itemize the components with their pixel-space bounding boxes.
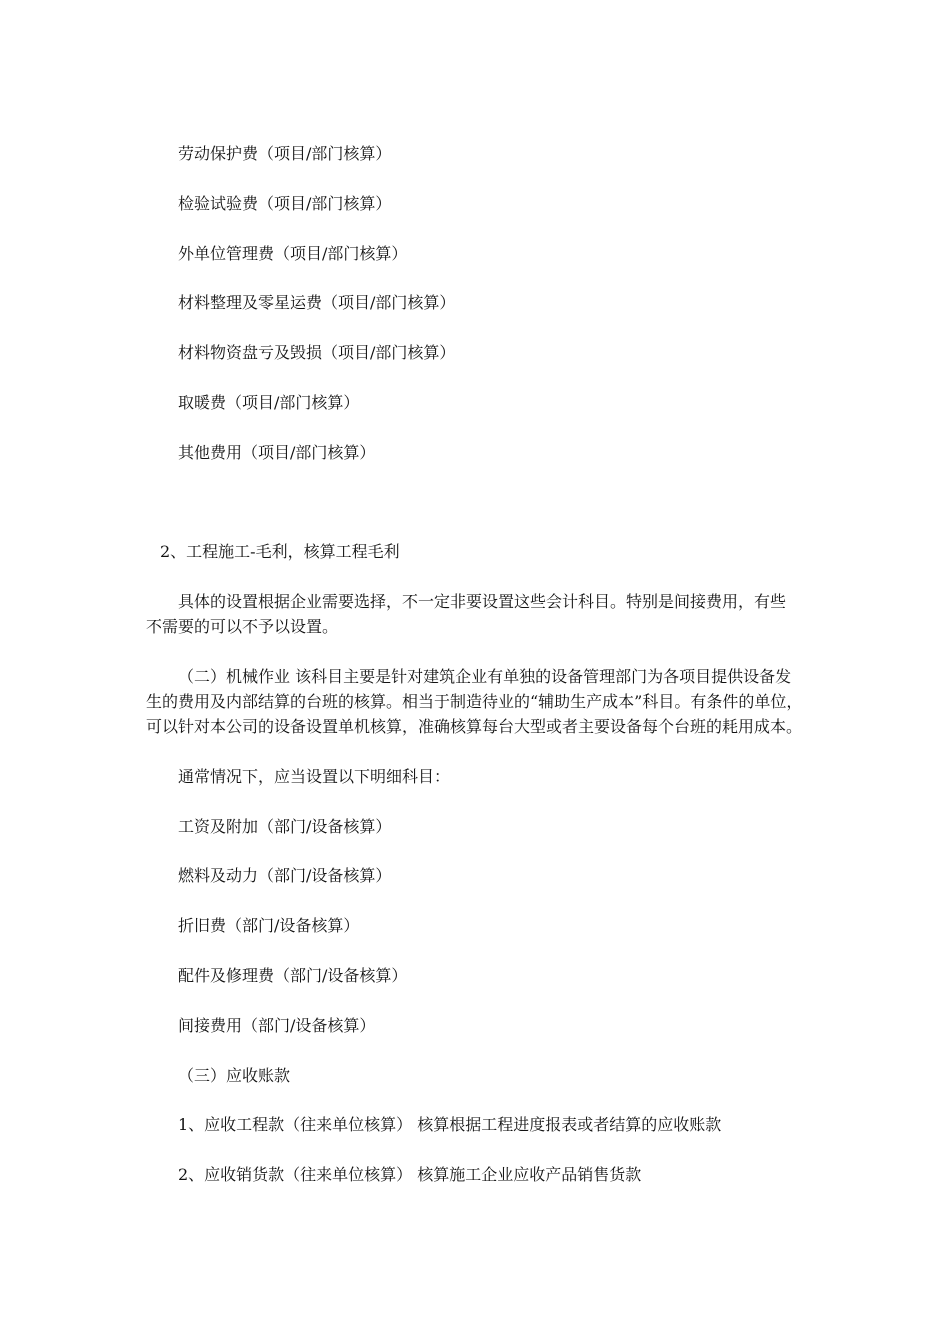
list-item: 其他费用（项目/部门核算） [178,443,376,462]
paragraph-line: 不需要的可以不予以设置。 [146,617,339,636]
list-item: 检验试验费（项目/部门核算） [178,194,392,213]
list-item: 配件及修理费（部门/设备核算） [178,966,408,985]
list-item: 外单位管理费（项目/部门核算） [178,244,408,263]
list-item: 劳动保护费（项目/部门核算） [178,144,392,163]
list-item: 1、应收工程款（往来单位核算） 核算根据工程进度报表或者结算的应收账款 [178,1115,722,1134]
section-heading: 2、工程施工-毛利，核算工程毛利 [160,542,400,561]
list-item: 燃料及动力（部门/设备核算） [178,866,392,885]
list-item: 间接费用（部门/设备核算） [178,1016,376,1035]
paragraph-line: 生的费用及内部结算的台班的核算。相当于制造待业的“辅助生产成本”科目。有条件的单位， [146,692,803,711]
list-item: 2、应收销货款（往来单位核算） 核算施工企业应收产品销售货款 [178,1165,642,1184]
list-item: 工资及附加（部门/设备核算） [178,817,392,836]
paragraph-line: 可以针对本公司的设备设置单机核算，准确核算每台大型或者主要设备每个台班的耗用成本。 [146,717,803,736]
section-heading: （三）应收账款 [178,1066,291,1085]
paragraph-line: 通常情况下，应当设置以下明细科目： [178,767,451,786]
list-item: 材料整理及零星运费（项目/部门核算） [178,293,456,312]
list-item: 取暖费（项目/部门核算） [178,393,360,412]
paragraph-line: 具体的设置根据企业需要选择，不一定非要设置这些会计科目。特别是间接费用，有些 [178,592,787,611]
paragraph-line: （二）机械作业 该科目主要是针对建筑企业有单独的设备管理部门为各项目提供设备发 [178,667,792,686]
list-item: 折旧费（部门/设备核算） [178,916,360,935]
list-item: 材料物资盘亏及毁损（项目/部门核算） [178,343,456,362]
